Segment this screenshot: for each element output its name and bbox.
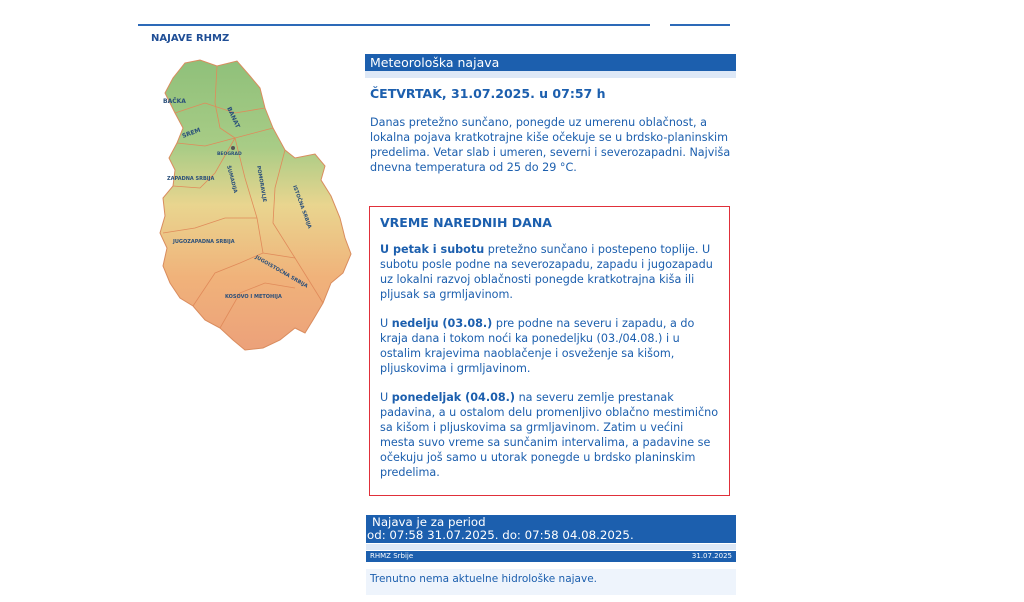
map-label-sumadija: ŠUMADIJA [225,164,239,194]
forecast-datetime: ČETVRTAK, 31.07.2025. u 07:57 h [370,86,606,101]
map-label-istocna-srbija: ISTOČNA SRBIJA [291,184,313,230]
serbia-region-map[interactable] [145,58,355,358]
footer-date: 31.07.2025 [691,552,732,560]
belgrade-marker [231,146,235,150]
next-days-title: VREME NAREDNIH DANA [380,215,552,230]
footer-source: RHMZ Srbije [370,552,414,560]
next-days-p1-text: pretežno sunčano i postepeno toplije. U subotu posle podne na severozapadu, zapadu i jugozapadu uz lokalni razvoj oblačnosti ponegde kratkotrajna kiša ili pljusak sa grmljavinom. [380,243,713,301]
next-days-p2-pre: U [380,317,392,330]
map-label-backa: BAČKA [163,98,186,105]
map-label-beograd: BEOGRAD [217,152,242,157]
next-days-p3-bold: ponedeljak (04.08.) [391,391,516,404]
period-bar [366,515,736,543]
map-label-jugoistocna-srbija: JUGOISTOČNA SRBIJA [254,254,309,290]
map-label-kosovo: KOSOVO I METOHIJA [225,294,282,300]
footer-bar [366,551,736,562]
serbia-outline [160,60,351,350]
hydro-notice: Trenutno nema aktuelne hidrološke najave. [366,569,736,595]
next-days-p1-bold: U petak i subotu [380,243,485,256]
next-days-paragraph-1 [380,242,719,302]
next-days-paragraph-3 [380,390,719,480]
next-days-p2-text: pre podne na severu i zapadu, a do kraja dana i tokom noći ka ponedeljku (03./04.08.) i u ostalim krajevima naoblačenje i osveženje sa kišom, pljuskovima i grmljavinom. [380,317,695,375]
next-days-p3-pre: U [380,391,392,404]
period-label: Najava je za period [372,515,486,529]
map-label-srem: SREM [181,126,202,140]
next-days-box [369,206,730,496]
map-label-jugozapadna-srbija: JUGOZAPADNA SRBIJA [173,239,235,245]
map-label-banat: BANAT [225,105,242,130]
period-strip [366,544,736,550]
period-range: od: 07:58 31.07.2025. do: 07:58 04.08.2025. [367,528,634,542]
map-label-zapadna-srbija: ZAPADNA SRBIJA [167,176,215,182]
map-label-pomoravlje: POMORAVLJE [255,165,268,203]
forecast-text: Danas pretežno sunčano, ponegde uz umerenu oblačnost, a lokalna pojava kratkotrajne kiše očekuje se u brdsko-planinskim predelima. Vetar slab i umeren, severni i severozapadni. Najviša dnevna temperatura od 25 do 29 °C. [370,116,731,174]
forecast-bar-title: Meteorološka najava [365,54,736,71]
top-divider-right [670,24,730,26]
forecast-strip [365,71,736,78]
forecast-column [365,54,736,175]
next-days-paragraph-2 [380,316,719,376]
next-days-p2-bold: nedelju (03.08.) [391,317,493,330]
next-days-p3-text: na severu zemlje prestanak padavina, a u ostalom delu promenljivo oblačno mestimično sa kišom i pljuskovima sa grmljavinom. Zatim u većini mesta suvo vreme sa sunčanim intervalima, a padavine se očekuju još samo u utorak ponegde u brdsko planinskim predelima. [380,391,719,479]
top-divider [138,24,650,26]
section-title: NAJAVE RHMZ [151,33,230,44]
